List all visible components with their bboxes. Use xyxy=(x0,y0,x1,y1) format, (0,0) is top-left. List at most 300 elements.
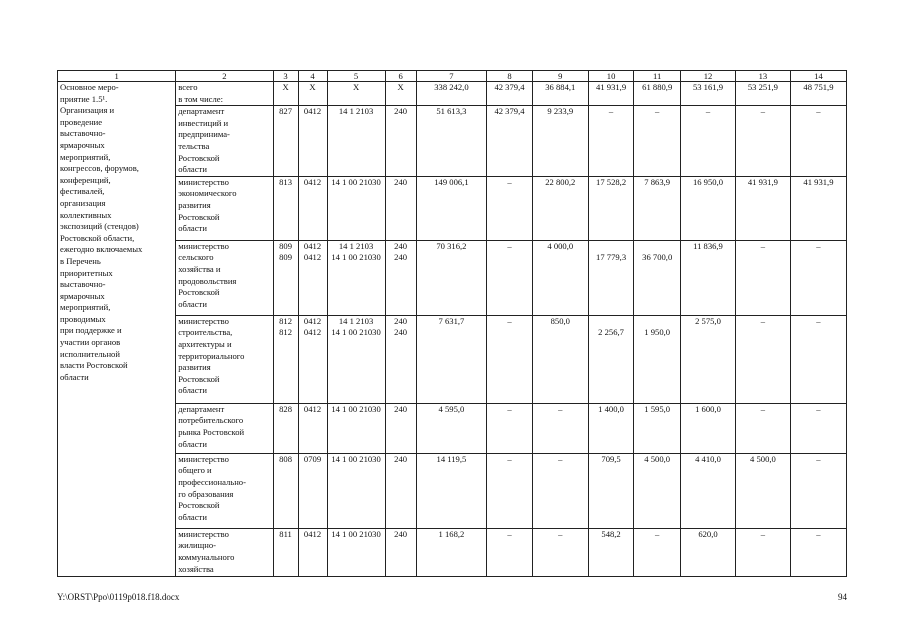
text-line: – xyxy=(705,106,711,117)
value-cell xyxy=(735,240,790,315)
text-line: 240 xyxy=(394,327,408,338)
value-cell xyxy=(634,528,681,576)
value-cell xyxy=(298,315,327,403)
text-line: 0412 xyxy=(303,315,322,326)
value-cell xyxy=(385,176,416,240)
value-cell xyxy=(416,453,487,528)
text-line: 828 xyxy=(279,403,293,414)
value-cell xyxy=(790,403,846,453)
text-line: – xyxy=(816,403,821,414)
value-cell xyxy=(588,403,634,453)
value-cell xyxy=(487,240,533,315)
value-cell xyxy=(273,528,298,576)
value-cell xyxy=(298,106,327,177)
text-line: – xyxy=(507,176,512,187)
text-line: 9 233,9 xyxy=(547,106,574,117)
value-cell xyxy=(416,528,487,576)
text-line: – xyxy=(507,403,512,414)
column-number: 8 xyxy=(487,71,533,82)
text-line: – xyxy=(816,315,821,326)
value-cell xyxy=(532,176,588,240)
text-line: области xyxy=(178,385,207,396)
column-number: 7 xyxy=(416,71,487,82)
value-cell xyxy=(273,240,298,315)
value-cell xyxy=(532,403,588,453)
text-line: в том числе: xyxy=(178,93,223,104)
text-line: организация xyxy=(60,197,106,208)
text-line: Ростовской xyxy=(178,500,220,511)
text-line: 61 880,9 xyxy=(642,82,673,92)
text-line: Организация и xyxy=(60,105,115,116)
text-line xyxy=(636,316,678,328)
value-cell xyxy=(298,240,327,315)
text-line: – xyxy=(655,106,660,117)
column-number: 5 xyxy=(327,71,385,82)
table-row xyxy=(58,176,847,240)
text-line: продовольствия xyxy=(178,275,237,286)
value-cell xyxy=(735,82,790,106)
value-cell xyxy=(735,106,790,177)
value-cell xyxy=(385,453,416,528)
value-cell xyxy=(487,176,533,240)
value-cell xyxy=(532,82,588,106)
value-cell xyxy=(790,176,846,240)
executor-cell xyxy=(176,453,273,528)
text-line xyxy=(636,241,678,253)
value-cell xyxy=(681,82,736,106)
value-cell xyxy=(298,453,327,528)
text-line: – xyxy=(760,528,766,539)
text-line: 70 316,2 xyxy=(436,240,467,251)
text-line xyxy=(591,316,632,328)
text-line: – xyxy=(558,403,563,414)
text-line: территориального xyxy=(178,350,245,361)
text-line: Ростовской xyxy=(178,211,220,222)
text-line: 338 242,0 xyxy=(434,82,469,92)
value-cell xyxy=(634,106,681,177)
value-cell xyxy=(298,528,327,576)
text-line: – xyxy=(816,106,821,117)
text-line: министерство xyxy=(178,453,229,464)
table-row xyxy=(58,82,847,106)
column-number: 3 xyxy=(273,71,298,82)
text-line: 4 500,0 xyxy=(644,453,671,464)
value-cell xyxy=(588,315,634,403)
value-cell xyxy=(273,315,298,403)
column-number: 10 xyxy=(588,71,634,82)
text-line: проведение xyxy=(60,116,103,127)
text-line: 4 000,0 xyxy=(547,240,574,251)
text-line: строительства, xyxy=(178,327,233,338)
text-line: 14 1 2103 xyxy=(338,315,374,326)
executor-cell xyxy=(176,240,273,315)
text-line: 2 575,0 xyxy=(695,315,721,326)
value-cell xyxy=(416,315,487,403)
text-line: в Перечень xyxy=(60,255,101,266)
text-line: 620,0 xyxy=(698,528,718,539)
column-number: 1 xyxy=(58,71,176,82)
value-cell xyxy=(790,315,846,403)
text-line: сельского xyxy=(178,252,214,263)
main-activity-cell xyxy=(58,82,176,577)
text-line: 709,5 xyxy=(601,453,621,464)
value-cell xyxy=(681,453,736,528)
text-line: ярмарочных xyxy=(60,139,105,150)
text-line: конгрессов, форумов, xyxy=(60,163,139,174)
text-line: – xyxy=(608,106,614,117)
text-line: ярмарочных xyxy=(60,290,105,301)
value-cell xyxy=(298,82,327,106)
text-line: 4 410,0 xyxy=(695,453,721,464)
text-line: – xyxy=(816,528,821,539)
column-number: 12 xyxy=(681,71,736,82)
text-line: 2 256,7 xyxy=(598,327,624,338)
value-cell xyxy=(327,106,385,177)
text-line: 1 595,0 xyxy=(644,403,671,414)
text-line: коммунального xyxy=(178,551,235,562)
text-line: общего и xyxy=(178,465,212,476)
text-line: выставочно- xyxy=(60,128,106,139)
text-line: 240 xyxy=(394,528,408,539)
text-line: Ростовской xyxy=(178,373,220,384)
value-cell xyxy=(327,240,385,315)
text-line: 812 xyxy=(279,315,293,326)
text-line: 14 1 00 21030 xyxy=(331,327,381,338)
executor-cell xyxy=(176,528,273,576)
text-line: 14 1 00 21030 xyxy=(331,176,381,187)
value-cell xyxy=(298,176,327,240)
text-line: 811 xyxy=(279,528,292,539)
value-cell xyxy=(327,82,385,106)
text-line: приоритетных xyxy=(60,267,113,278)
text-line: 1 950,0 xyxy=(644,327,671,338)
text-line: предпринима- xyxy=(178,129,230,140)
text-line: области xyxy=(60,371,89,382)
column-number: 9 xyxy=(532,71,588,82)
text-line: департамент xyxy=(178,106,225,117)
text-line: Основное меро- xyxy=(60,82,119,92)
value-cell xyxy=(416,240,487,315)
file-path: Y:\ORST\Ppo\0119p018.f18.docx xyxy=(57,592,180,602)
text-line: 41 931,9 xyxy=(803,176,834,187)
value-cell xyxy=(634,403,681,453)
executor-cell xyxy=(176,106,273,177)
text-line: 14 1 2103 xyxy=(338,240,374,251)
text-line: 22 800,2 xyxy=(545,176,576,187)
text-line: области xyxy=(178,298,207,309)
text-line: 4 500,0 xyxy=(750,453,776,464)
text-line: – xyxy=(760,315,766,326)
value-cell xyxy=(416,176,487,240)
text-line: фестивалей, xyxy=(60,186,105,197)
text-line: развития xyxy=(178,362,211,373)
table-body xyxy=(58,71,847,577)
text-line: всего xyxy=(178,82,198,92)
column-number: 11 xyxy=(634,71,681,82)
text-line: 0412 xyxy=(303,252,322,263)
text-line: 14 1 00 21030 xyxy=(331,453,381,464)
text-line: – xyxy=(558,528,563,539)
value-cell xyxy=(588,528,634,576)
text-line: 240 xyxy=(394,252,408,263)
page-number: 94 xyxy=(838,592,847,602)
text-line: ежегодно включаемых xyxy=(60,244,143,255)
text-line: 0412 xyxy=(303,528,322,539)
value-cell xyxy=(681,176,736,240)
text-line: 14 1 00 21030 xyxy=(331,252,381,263)
text-line: 827 xyxy=(279,106,293,117)
text-line: 0412 xyxy=(303,327,322,338)
text-line: 0412 xyxy=(303,176,322,187)
text-line: – xyxy=(760,403,766,414)
text-line: 1 168,2 xyxy=(438,528,465,539)
text-line: мероприятий, xyxy=(60,302,111,313)
value-cell xyxy=(273,176,298,240)
value-cell xyxy=(327,315,385,403)
value-cell xyxy=(681,403,736,453)
header-row xyxy=(58,71,847,82)
text-line: – xyxy=(816,240,821,251)
value-cell xyxy=(298,403,327,453)
text-line: области xyxy=(178,511,207,522)
text-line: выставочно- xyxy=(60,279,106,290)
text-line: жилищно- xyxy=(178,540,216,551)
value-cell xyxy=(681,315,736,403)
value-cell xyxy=(532,528,588,576)
text-line: 14 119,5 xyxy=(436,453,467,464)
text-line: приятие 1.5¹. xyxy=(60,93,108,104)
value-cell xyxy=(327,528,385,576)
text-line: X xyxy=(352,82,360,92)
value-cell xyxy=(273,82,298,106)
text-line: рынка Ростовской xyxy=(178,426,245,437)
text-line: министерство xyxy=(178,176,229,187)
text-line: – xyxy=(507,528,512,539)
text-line: 41 931,9 xyxy=(596,82,627,92)
value-cell xyxy=(790,82,846,106)
text-line: – xyxy=(760,240,766,251)
text-line: 48 751,9 xyxy=(803,82,834,92)
text-line: 14 1 2103 xyxy=(338,106,374,117)
text-line: исполнительной xyxy=(60,348,120,359)
text-line: Ростовской xyxy=(178,152,220,163)
text-line: – xyxy=(507,315,512,326)
text-line: хозяйства и xyxy=(178,263,221,274)
text-line: X xyxy=(282,82,289,92)
text-line: департамент xyxy=(178,403,225,414)
text-line: министерство xyxy=(178,528,229,539)
text-line: 1 600,0 xyxy=(695,403,721,414)
text-line: 53 251,9 xyxy=(747,82,778,92)
text-line: 240 xyxy=(394,453,408,464)
value-cell xyxy=(532,453,588,528)
text-line: 16 950,0 xyxy=(692,176,724,187)
text-line: 240 xyxy=(394,106,408,117)
value-cell xyxy=(487,453,533,528)
text-line: 149 006,1 xyxy=(434,176,469,187)
text-line: 42 379,4 xyxy=(494,82,525,92)
text-line: 0412 xyxy=(303,240,322,251)
value-cell xyxy=(790,106,846,177)
text-line: развития xyxy=(178,199,211,210)
text-line: – xyxy=(558,453,563,464)
value-cell xyxy=(416,82,487,106)
value-cell xyxy=(634,453,681,528)
column-number: 2 xyxy=(176,71,273,82)
value-cell xyxy=(416,106,487,177)
column-number: 13 xyxy=(735,71,790,82)
executor-cell xyxy=(176,315,273,403)
value-cell xyxy=(634,176,681,240)
text-line: 0709 xyxy=(303,453,322,464)
text-line: 1 400,0 xyxy=(598,403,624,414)
text-line: 42 379,4 xyxy=(494,106,525,117)
text-line: – xyxy=(655,528,660,539)
column-number: 14 xyxy=(790,71,846,82)
value-cell xyxy=(735,403,790,453)
value-cell xyxy=(327,176,385,240)
text-line: проводимых xyxy=(60,313,106,324)
column-number: 4 xyxy=(298,71,327,82)
value-cell xyxy=(735,176,790,240)
text-line: области xyxy=(178,164,207,175)
value-cell xyxy=(588,240,634,315)
value-cell xyxy=(634,82,681,106)
table-row xyxy=(58,453,847,528)
text-line: 0412 xyxy=(303,106,322,117)
value-cell xyxy=(735,528,790,576)
text-line: X xyxy=(397,82,404,92)
text-line: 240 xyxy=(394,176,408,187)
text-line: 11 836,9 xyxy=(693,240,723,251)
text-line: 36 700,0 xyxy=(642,252,673,263)
text-line: конференций, xyxy=(60,174,111,185)
text-line: 41 931,9 xyxy=(747,176,778,187)
budget-table xyxy=(57,70,847,577)
text-line: министерство xyxy=(178,240,229,251)
text-line: архитектуры и xyxy=(178,338,232,349)
value-cell xyxy=(735,453,790,528)
text-line: участии органов xyxy=(60,337,121,348)
text-line: тельства xyxy=(178,140,210,151)
text-line: экспозиций (стендов) xyxy=(60,221,139,232)
text-line: X xyxy=(309,82,316,92)
value-cell xyxy=(532,106,588,177)
text-line: – xyxy=(507,453,512,464)
value-cell xyxy=(588,82,634,106)
value-cell xyxy=(273,106,298,177)
value-cell xyxy=(588,453,634,528)
text-line: 240 xyxy=(394,315,408,326)
value-cell xyxy=(532,315,588,403)
text-line: 51 613,3 xyxy=(436,106,467,117)
text-line: инвестиций и xyxy=(178,117,229,128)
text-line: коллективных xyxy=(60,209,112,220)
text-line: при поддержке и xyxy=(60,325,122,336)
value-cell xyxy=(273,403,298,453)
text-line: 53 161,9 xyxy=(692,82,724,92)
value-cell xyxy=(385,106,416,177)
executor-cell xyxy=(176,176,273,240)
text-line: Ростовской области, xyxy=(60,232,135,243)
text-line: министерство xyxy=(178,315,229,326)
value-cell xyxy=(735,315,790,403)
text-line: 0412 xyxy=(303,403,322,414)
text-line: потребительского xyxy=(178,415,244,426)
executor-cell xyxy=(176,82,273,106)
text-line: 240 xyxy=(394,403,408,414)
value-cell xyxy=(790,528,846,576)
value-cell xyxy=(385,315,416,403)
table-row xyxy=(58,528,847,576)
text-line: области xyxy=(178,223,207,234)
value-cell xyxy=(487,528,533,576)
text-line: 17 528,2 xyxy=(596,176,627,187)
text-line: 36 884,1 xyxy=(545,82,576,92)
text-line: 14 1 00 21030 xyxy=(331,403,381,414)
text-line xyxy=(591,241,632,253)
text-line: мероприятий, xyxy=(60,151,111,162)
text-line: 808 xyxy=(279,453,293,464)
text-line: 548,2 xyxy=(601,528,621,539)
value-cell xyxy=(385,528,416,576)
value-cell xyxy=(681,240,736,315)
value-cell xyxy=(327,403,385,453)
value-cell xyxy=(487,106,533,177)
text-line: 813 xyxy=(279,176,293,187)
value-cell xyxy=(416,403,487,453)
text-line: области xyxy=(178,438,207,449)
text-line: 850,0 xyxy=(550,315,570,326)
text-line: власти Ростовской xyxy=(60,360,128,371)
text-line: профессионально- xyxy=(178,476,246,487)
value-cell xyxy=(681,106,736,177)
text-line: 17 779,3 xyxy=(596,252,627,263)
value-cell xyxy=(532,240,588,315)
text-line: Ростовской xyxy=(178,287,220,298)
text-line: 4 595,0 xyxy=(438,403,465,414)
text-line: 809 xyxy=(279,252,293,263)
value-cell xyxy=(681,528,736,576)
value-cell xyxy=(273,453,298,528)
value-cell xyxy=(487,315,533,403)
text-line: 14 1 00 21030 xyxy=(331,528,381,539)
value-cell xyxy=(327,453,385,528)
text-line: 7 631,7 xyxy=(438,315,465,326)
executor-cell xyxy=(176,403,273,453)
text-line: экономического xyxy=(178,188,237,199)
text-line: – xyxy=(507,240,512,251)
table-row xyxy=(58,106,847,177)
value-cell xyxy=(487,82,533,106)
value-cell xyxy=(487,403,533,453)
table-row xyxy=(58,315,847,403)
value-cell xyxy=(385,240,416,315)
text-line: – xyxy=(760,106,766,117)
value-cell xyxy=(385,82,416,106)
table-row xyxy=(58,240,847,315)
text-line: – xyxy=(816,453,821,464)
text-line: 7 863,9 xyxy=(644,176,671,187)
text-line: го образования xyxy=(178,488,234,499)
text-line: хозяйства xyxy=(178,563,214,574)
text-line: 240 xyxy=(394,240,408,251)
value-cell xyxy=(634,240,681,315)
column-number: 6 xyxy=(385,71,416,82)
value-cell xyxy=(790,453,846,528)
value-cell xyxy=(634,315,681,403)
table-row xyxy=(58,403,847,453)
